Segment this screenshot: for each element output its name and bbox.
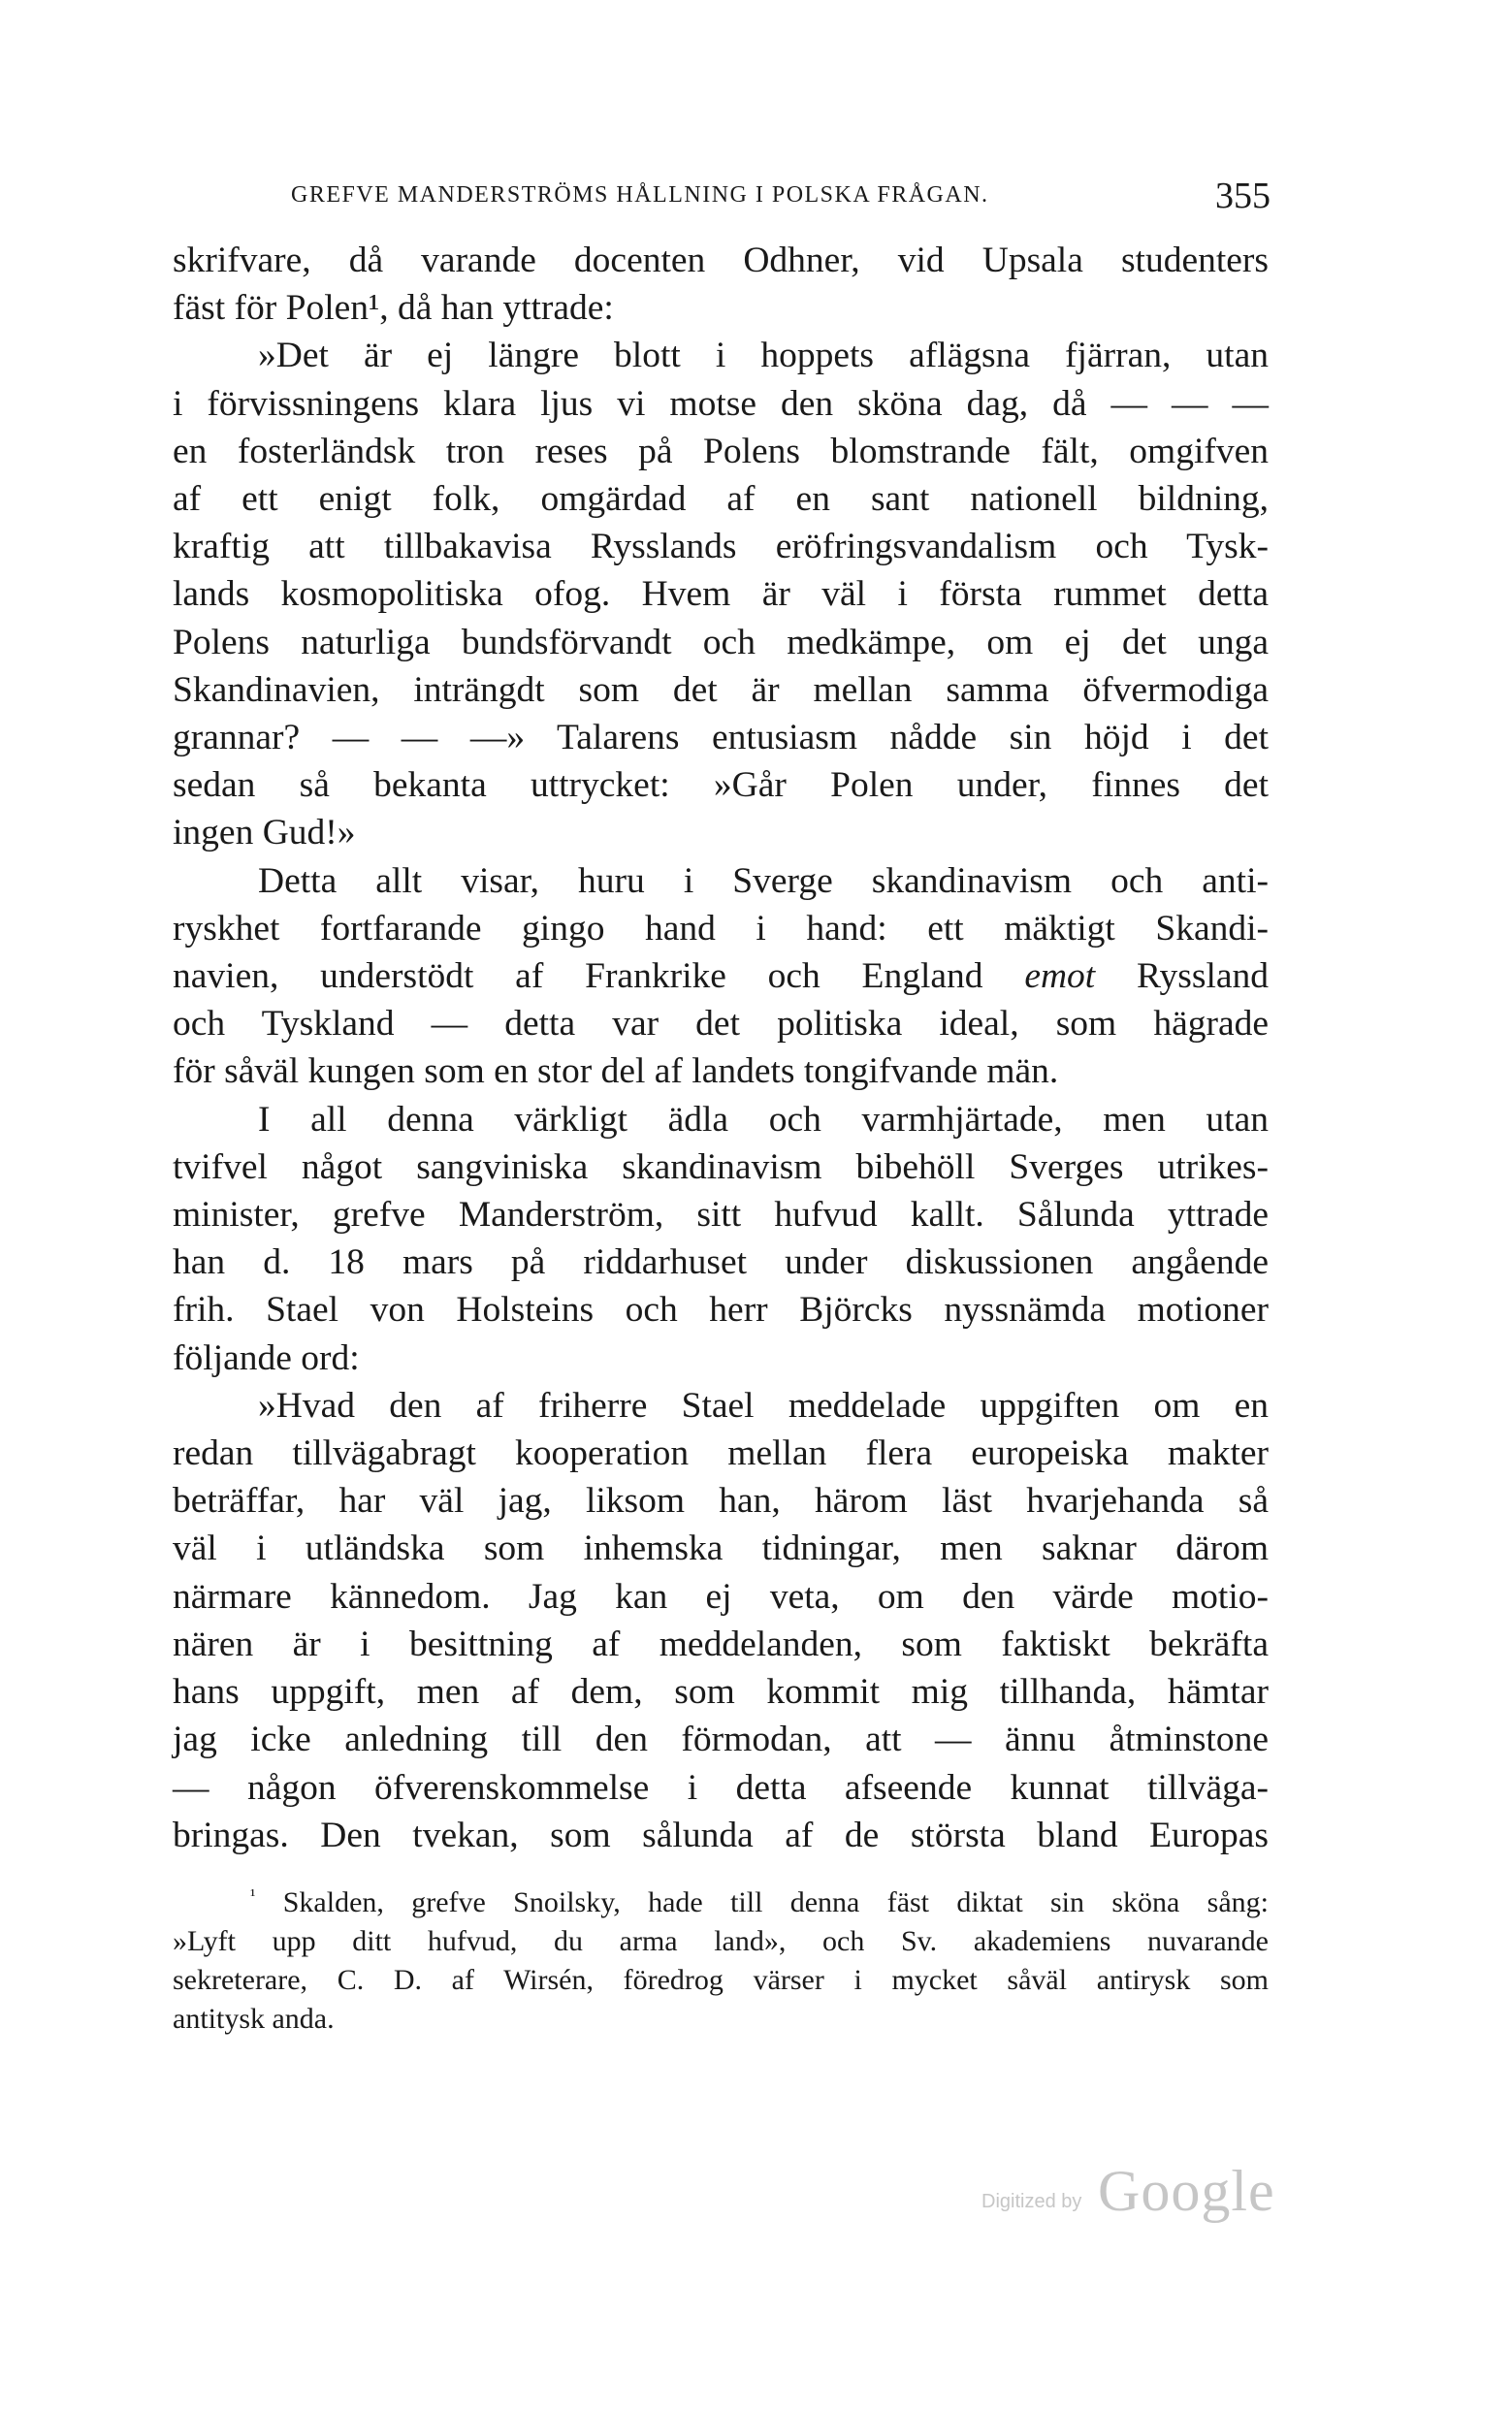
text-line-with-emphasis <box>173 952 1269 1000</box>
watermark-prefix: Digitized by <box>981 2191 1082 2212</box>
text-line: följande ord: <box>173 1337 360 1378</box>
footnote <box>173 1883 1269 2039</box>
text-line: sedan så bekanta uttrycket: »Går Polen under, finnes det <box>173 765 1269 806</box>
footnote-line: »Lyft upp ditt hufvud, du arma land», och Sv. akademiens nuvarande <box>173 1925 1269 1957</box>
text-segment: Ryssland <box>1137 956 1270 997</box>
digitized-watermark <box>981 2158 1275 2226</box>
text-line: minister, grefve Manderström, sitt hufvud kallt. Sålunda yttrade <box>173 1195 1269 1236</box>
text-line: bringas. Den tvekan, som sålunda af de största bland Europas <box>173 1815 1269 1855</box>
footnote-line <box>173 1883 1269 1922</box>
text-line: — någon öfverenskommelse i detta afseende kunnat tillväga- <box>173 1767 1269 1808</box>
text-line: tvifvel något sangviniska skandinavism bibehöll Sverges utrikes- <box>173 1146 1269 1187</box>
text-line: frih. Stael von Holsteins och herr Björcks nyssnämda motioner <box>173 1290 1269 1331</box>
footnote-marker: ¹ <box>250 1885 256 1905</box>
text-line: Skandinavien, inträngdt som det är mellan samma öfvermodiga <box>173 669 1269 710</box>
text-line: skrifvare, då varande docenten Odhner, vid Upsala studenters <box>173 241 1269 280</box>
text-line: fäst för Polen¹, då han yttrade: <box>173 288 614 329</box>
text-line: »Det är ej längre blott i hoppets aflägsna fjärran, utan <box>258 336 1269 376</box>
emphasized-word: emot <box>1024 956 1096 997</box>
footnote-line: antitysk anda. <box>173 2003 335 2035</box>
text-line: väl i utländska som inhemska tidningar, men saknar därom <box>173 1528 1269 1569</box>
text-line: ingen Gud!» <box>173 813 356 853</box>
text-line: I all denna värkligt ädla och varmhjärtade, men utan <box>258 1099 1269 1140</box>
page-header <box>291 175 1271 223</box>
text-line: af ett enigt folk, omgärdad af en sant nationell bildning, <box>173 479 1269 520</box>
text-line: för såväl kungen som en stor del af landets tongifvande män. <box>173 1051 1059 1092</box>
text-line: han d. 18 mars på riddarhuset under diskussionen angående <box>173 1242 1269 1283</box>
text-line: beträffar, har väl jag, liksom han, härom läst hvarjehanda så <box>173 1481 1269 1522</box>
page-number: 355 <box>1215 176 1271 216</box>
text-line: grannar? — — —» Talarens entusiasm nådde sin höjd i det <box>173 718 1269 758</box>
text-line: jag icke anledning till den förmodan, att — ännu åtminstone <box>173 1720 1269 1760</box>
text-line: närmare kännedom. Jag kan ej veta, om den värde motio- <box>173 1576 1269 1617</box>
body-text <box>173 237 1269 1859</box>
text-line: »Hvad den af friherre Stael meddelade uppgiften om en <box>258 1385 1269 1426</box>
footnote-line: sekreterare, C. D. af Wirsén, föredrog värser i mycket såväl antirysk som <box>173 1964 1269 1996</box>
watermark-brand: Google <box>1098 2159 1275 2223</box>
text-line: lands kosmopolitiska ofog. Hvem är väl i första rummet detta <box>173 574 1269 615</box>
text-line: i förvissningens klara ljus vi motse den sköna dag, då — — — <box>173 383 1269 424</box>
text-line: nären är i besittning af meddelanden, som faktiskt bekräfta <box>173 1624 1269 1664</box>
text-line: kraftig att tillbakavisa Rysslands eröfringsvandalism och Tysk- <box>173 527 1269 567</box>
text-line: och Tyskland — detta var det politiska ideal, som hägrade <box>173 1004 1269 1045</box>
text-line: redan tillvägabragt kooperation mellan flera europeiska makter <box>173 1433 1269 1474</box>
text-line: hans uppgift, men af dem, som kommit mig tillhanda, hämtar <box>173 1672 1269 1713</box>
text-line: en fosterländsk tron reses på Polens blomstrande fält, omgifven <box>173 431 1269 471</box>
footnote-text: Skalden, grefve Snoilsky, hade till denna fäst diktat sin sköna sång: <box>282 1886 1270 1918</box>
text-line: Detta allt visar, huru i Sverge skandinavism och anti- <box>258 860 1269 901</box>
text-line: Polens naturliga bundsförvandt och medkämpe, om ej det unga <box>173 622 1269 662</box>
text-line: ryskhet fortfarande gingo hand i hand: ett mäktigt Skandi- <box>173 908 1269 949</box>
running-title: GREFVE MANDERSTRÖMS HÅLLNING I POLSKA FRÅGAN. <box>291 182 989 208</box>
text-segment: navien, understödt af Frankrike och England <box>173 956 983 997</box>
